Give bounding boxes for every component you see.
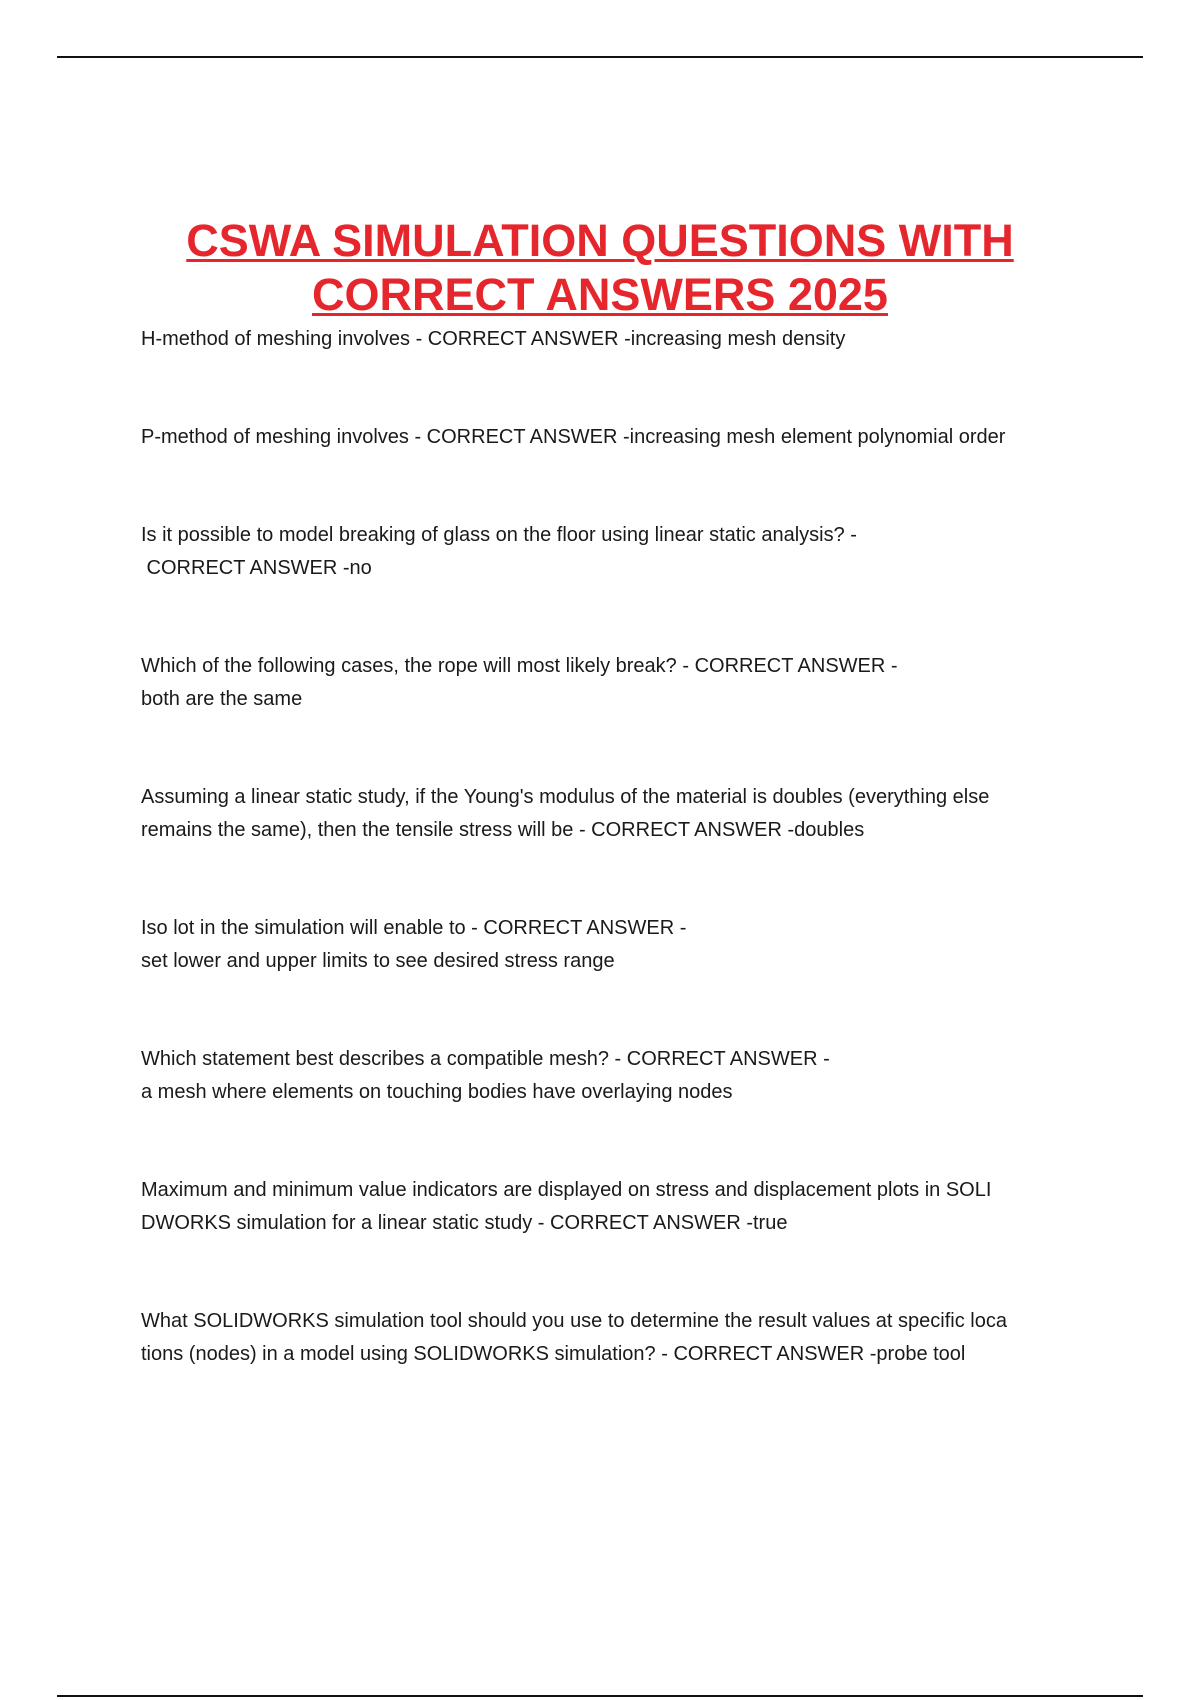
qa-item-3-line-2: CORRECT ANSWER -no xyxy=(141,557,372,579)
qa-item-4 xyxy=(141,650,1066,716)
qa-item-9-line-2: tions (nodes) in a model using SOLIDWORKS simulation? - CORRECT ANSWER -probe tool xyxy=(141,1343,966,1365)
qa-item-2 xyxy=(141,421,1066,454)
qa-item-9 xyxy=(141,1305,1066,1371)
qa-item-5 xyxy=(141,781,1066,847)
qa-item-3-line-1: Is it possible to model breaking of glass on the floor using linear static analysis? - xyxy=(141,524,857,546)
qa-item-9-line-1: What SOLIDWORKS simulation tool should you use to determine the result values at specific loca xyxy=(141,1310,1007,1332)
qa-item-7-line-2: a mesh where elements on touching bodies have overlaying nodes xyxy=(141,1081,733,1103)
qa-item-5-line-1: Assuming a linear static study, if the Young's modulus of the material is doubles (everything else xyxy=(141,786,990,808)
qa-item-4-line-2: both are the same xyxy=(141,688,303,710)
qa-item-6 xyxy=(141,912,1066,978)
qa-item-1-line-1: H-method of meshing involves - CORRECT ANSWER -increasing mesh density xyxy=(141,328,846,350)
qa-item-2-line-1: P-method of meshing involves - CORRECT ANSWER -increasing mesh element polynomial order xyxy=(141,426,1006,448)
qa-item-8-line-2: DWORKS simulation for a linear static study - CORRECT ANSWER -true xyxy=(141,1212,788,1234)
document-title-line-2: CORRECT ANSWERS 2025 xyxy=(312,269,888,320)
qa-item-1 xyxy=(141,323,1066,356)
qa-item-7-line-1: Which statement best describes a compatible mesh? - CORRECT ANSWER - xyxy=(141,1048,830,1070)
qa-item-5-line-2: remains the same), then the tensile stress will be - CORRECT ANSWER -doubles xyxy=(141,819,865,841)
document-title-line-1: CSWA SIMULATION QUESTIONS WITH xyxy=(186,215,1014,266)
header-rule xyxy=(57,56,1143,58)
qa-item-6-line-1: Iso lot in the simulation will enable to - CORRECT ANSWER - xyxy=(141,917,687,939)
qa-item-3 xyxy=(141,519,1066,585)
qa-item-4-line-1: Which of the following cases, the rope will most likely break? - CORRECT ANSWER - xyxy=(141,655,898,677)
document-title xyxy=(0,214,1200,322)
qa-item-8-line-1: Maximum and minimum value indicators are displayed on stress and displacement plots in SOLI xyxy=(141,1179,992,1201)
footer-rule xyxy=(57,1695,1143,1697)
qa-item-8 xyxy=(141,1174,1066,1240)
qa-item-6-line-2: set lower and upper limits to see desired stress range xyxy=(141,950,615,972)
qa-item-7 xyxy=(141,1043,1066,1109)
